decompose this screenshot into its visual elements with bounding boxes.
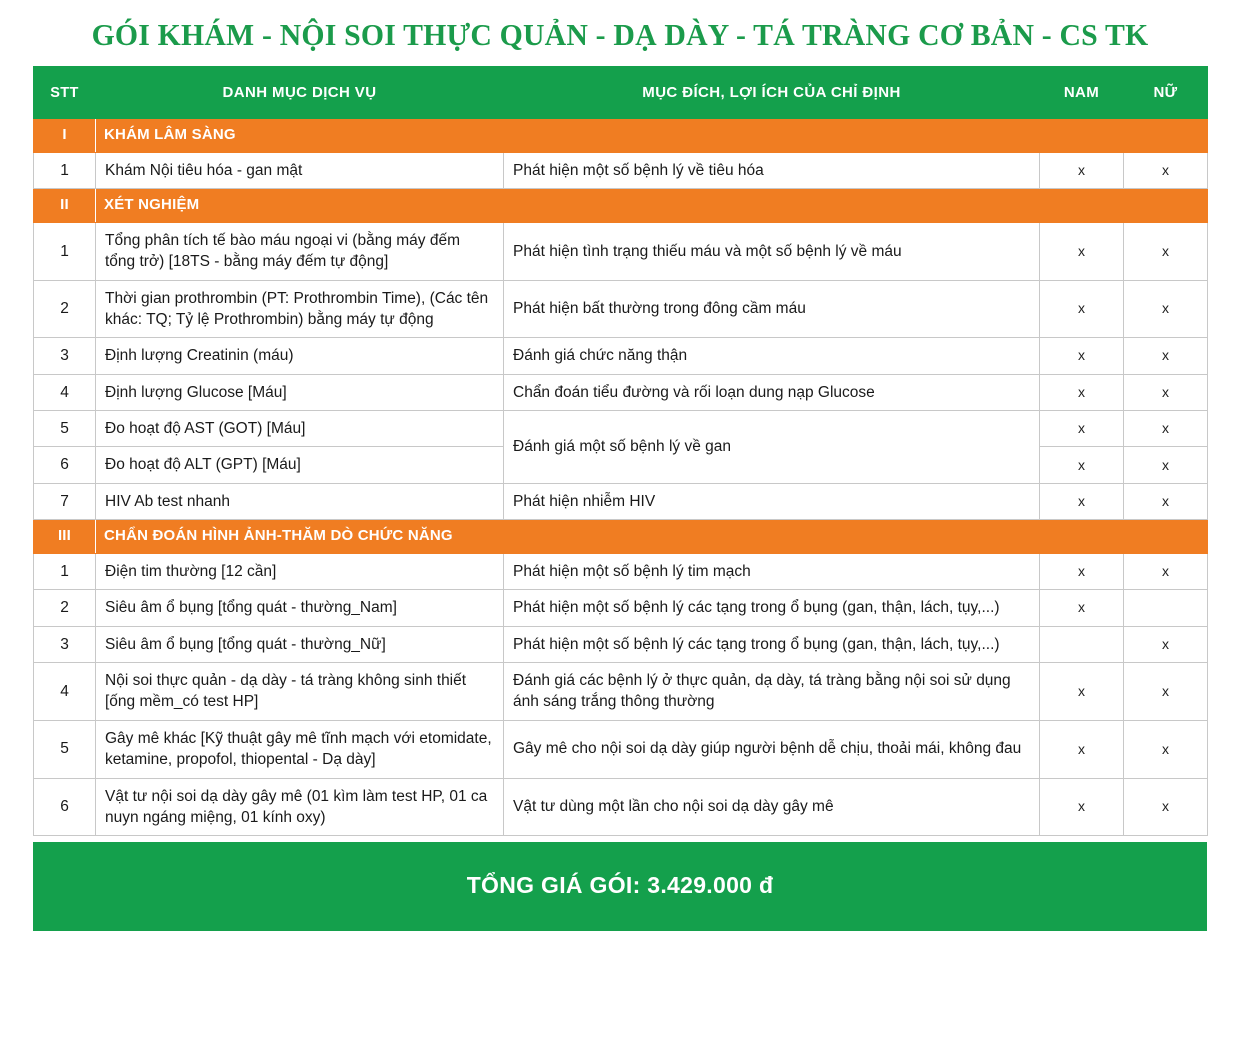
column-header-purpose: MỤC ĐÍCH, LỢI ÍCH CỦA CHỈ ĐỊNH (504, 67, 1040, 119)
table-row (34, 338, 1208, 374)
service-name: Đo hoạt độ ALT (GPT) [Máu] (96, 447, 504, 483)
service-name: Định lượng Creatinin (máu) (96, 338, 504, 374)
column-header-male: NAM (1040, 67, 1124, 119)
table-row (34, 590, 1208, 626)
table-row (34, 222, 1208, 280)
male-mark: x (1040, 222, 1124, 280)
female-mark: x (1124, 778, 1208, 836)
service-name: Gây mê khác [Kỹ thuật gây mê tĩnh mạch với etomidate, ketamine, propofol, thiopental - Dạ dày] (96, 720, 504, 778)
service-table (33, 66, 1208, 836)
section-numeral: III (34, 520, 96, 554)
female-mark: x (1124, 411, 1208, 447)
service-purpose: Phát hiện tình trạng thiếu máu và một số bệnh lý về máu (504, 222, 1040, 280)
row-number: 3 (34, 626, 96, 662)
row-number: 1 (34, 152, 96, 188)
row-number: 5 (34, 720, 96, 778)
male-mark: x (1040, 411, 1124, 447)
male-mark: x (1040, 778, 1124, 836)
service-purpose: Phát hiện nhiễm HIV (504, 483, 1040, 519)
section-male-blank (1040, 189, 1124, 223)
total-price-banner: TỔNG GIÁ GÓI: 3.429.000 đ (33, 842, 1207, 931)
male-mark: x (1040, 590, 1124, 626)
female-mark: x (1124, 280, 1208, 338)
section-header-row (34, 189, 1208, 223)
service-name: Thời gian prothrombin (PT: Prothrombin Time), (Các tên khác: TQ; Tỷ lệ Prothrombin) bằng máy tự động (96, 280, 504, 338)
service-purpose: Vật tư dùng một lần cho nội soi dạ dày gây mê (504, 778, 1040, 836)
service-name: Khám Nội tiêu hóa - gan mật (96, 152, 504, 188)
service-table-wrapper (33, 66, 1207, 836)
service-name: Siêu âm ổ bụng [tổng quát - thường_Nam] (96, 590, 504, 626)
service-name: Định lượng Glucose [Máu] (96, 374, 504, 410)
table-row (34, 626, 1208, 662)
male-mark: x (1040, 152, 1124, 188)
column-header-service: DANH MỤC DỊCH VỤ (96, 67, 504, 119)
row-number: 1 (34, 553, 96, 589)
section-numeral: I (34, 119, 96, 153)
page-title: GÓI KHÁM - NỘI SOI THỰC QUẢN - DẠ DÀY - TÁ TRÀNG CƠ BẢN - CS TK (91, 17, 1149, 52)
service-purpose: Phát hiện bất thường trong đông cầm máu (504, 280, 1040, 338)
table-header-row (34, 67, 1208, 119)
section-header-row (34, 119, 1208, 153)
service-name: Vật tư nội soi dạ dày gây mê (01 kìm làm test HP, 01 ca nuyn ngáng miệng, 01 kính oxy) (96, 778, 504, 836)
service-name: Đo hoạt độ AST (GOT) [Máu] (96, 411, 504, 447)
row-number: 6 (34, 447, 96, 483)
table-row (34, 280, 1208, 338)
table-row (34, 152, 1208, 188)
male-mark: x (1040, 663, 1124, 721)
service-purpose: Phát hiện một số bệnh lý các tạng trong ổ bụng (gan, thận, lách, tụy,...) (504, 590, 1040, 626)
female-mark: x (1124, 338, 1208, 374)
column-header-stt: STT (34, 67, 96, 119)
section-title: XÉT NGHIỆM (96, 189, 1040, 223)
female-mark: x (1124, 663, 1208, 721)
table-row (34, 663, 1208, 721)
row-number: 2 (34, 280, 96, 338)
row-number: 3 (34, 338, 96, 374)
column-header-female: NỮ (1124, 67, 1208, 119)
male-mark: x (1040, 553, 1124, 589)
row-number: 2 (34, 590, 96, 626)
row-number: 4 (34, 374, 96, 410)
male-mark: x (1040, 447, 1124, 483)
male-mark: x (1040, 720, 1124, 778)
male-mark: x (1040, 338, 1124, 374)
section-female-blank (1124, 520, 1208, 554)
service-purpose: Đánh giá một số bệnh lý về gan (504, 411, 1040, 484)
service-purpose: Đánh giá chức năng thận (504, 338, 1040, 374)
male-mark (1040, 626, 1124, 662)
service-purpose: Gây mê cho nội soi dạ dày giúp người bệnh dễ chịu, thoải mái, không đau (504, 720, 1040, 778)
row-number: 4 (34, 663, 96, 721)
row-number: 1 (34, 222, 96, 280)
service-purpose: Phát hiện một số bệnh lý tim mạch (504, 553, 1040, 589)
table-row (34, 553, 1208, 589)
table-header (34, 67, 1208, 119)
section-numeral: II (34, 189, 96, 223)
service-name: Siêu âm ổ bụng [tổng quát - thường_Nữ] (96, 626, 504, 662)
service-name: Điện tim thường [12 cần] (96, 553, 504, 589)
section-title: KHÁM LÂM SÀNG (96, 119, 1040, 153)
table-row (34, 411, 1208, 447)
row-number: 7 (34, 483, 96, 519)
female-mark: x (1124, 152, 1208, 188)
female-mark: x (1124, 720, 1208, 778)
female-mark: x (1124, 447, 1208, 483)
table-body (34, 119, 1208, 836)
section-female-blank (1124, 189, 1208, 223)
section-header-row (34, 520, 1208, 554)
row-number: 5 (34, 411, 96, 447)
section-male-blank (1040, 520, 1124, 554)
female-mark: x (1124, 374, 1208, 410)
section-female-blank (1124, 119, 1208, 153)
service-purpose: Đánh giá các bệnh lý ở thực quản, dạ dày, tá tràng bằng nội soi sử dụng ánh sáng trắng thông thường (504, 663, 1040, 721)
section-male-blank (1040, 119, 1124, 153)
male-mark: x (1040, 280, 1124, 338)
female-mark: x (1124, 553, 1208, 589)
table-row (34, 483, 1208, 519)
service-name: Nội soi thực quản - dạ dày - tá tràng không sinh thiết [ống mềm_có test HP] (96, 663, 504, 721)
female-mark: x (1124, 222, 1208, 280)
male-mark: x (1040, 483, 1124, 519)
table-row (34, 374, 1208, 410)
service-name: Tổng phân tích tế bào máu ngoại vi (bằng máy đếm tổng trở) [18TS - bằng máy đếm tự động] (96, 222, 504, 280)
table-row (34, 778, 1208, 836)
service-purpose: Phát hiện một số bệnh lý các tạng trong ổ bụng (gan, thận, lách, tụy,...) (504, 626, 1040, 662)
male-mark: x (1040, 374, 1124, 410)
row-number: 6 (34, 778, 96, 836)
table-row (34, 720, 1208, 778)
female-mark: x (1124, 626, 1208, 662)
female-mark: x (1124, 483, 1208, 519)
service-purpose: Phát hiện một số bệnh lý về tiêu hóa (504, 152, 1040, 188)
female-mark (1124, 590, 1208, 626)
section-title: CHẨN ĐOÁN HÌNH ẢNH-THĂM DÒ CHỨC NĂNG (96, 520, 1040, 554)
service-name: HIV Ab test nhanh (96, 483, 504, 519)
service-purpose: Chẩn đoán tiểu đường và rối loạn dung nạp Glucose (504, 374, 1040, 410)
